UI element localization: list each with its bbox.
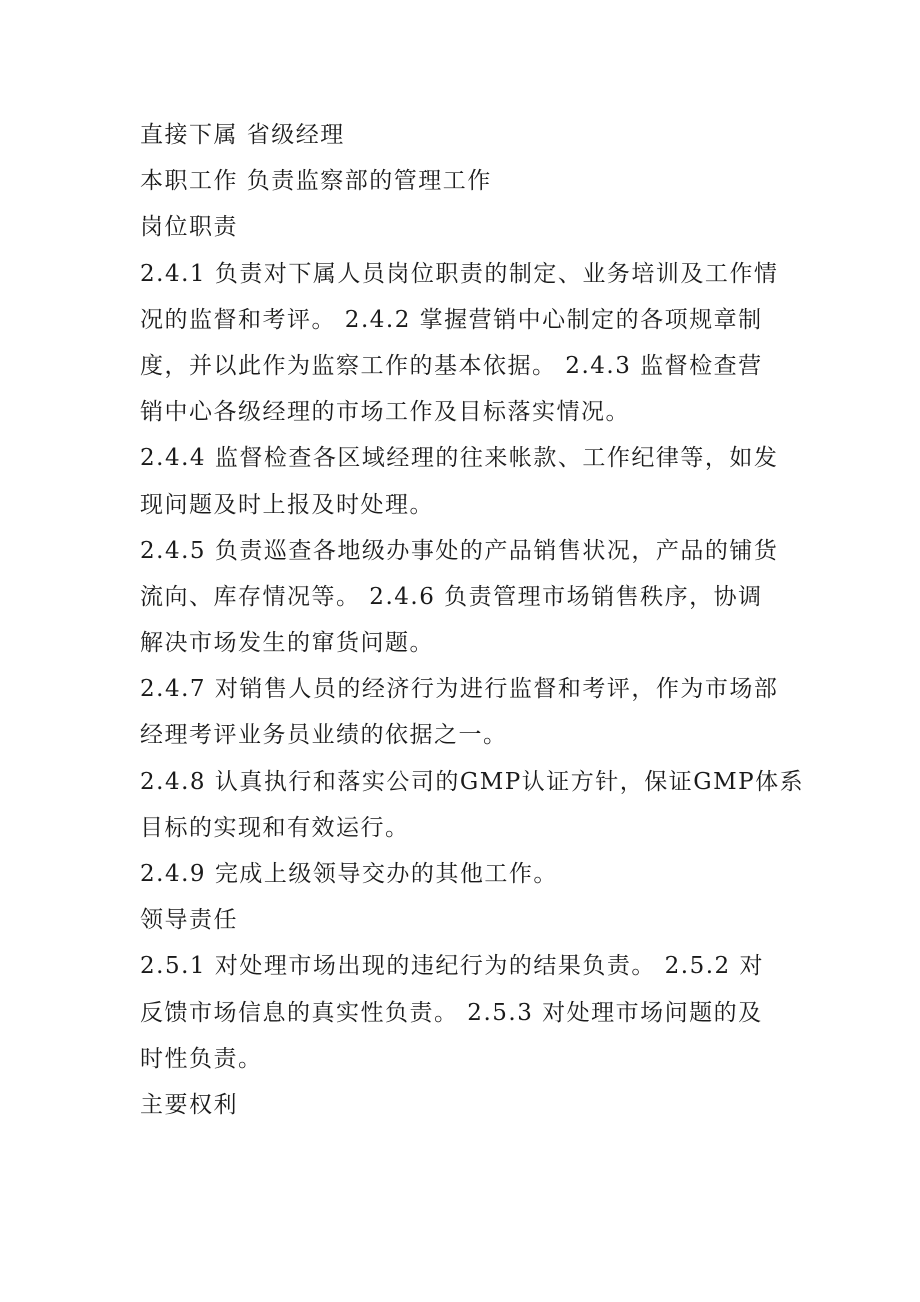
text-line: 2.4.7 对销售人员的经济行为进行监督和考评，作为市场部 (140, 676, 779, 703)
text-line: 解决市场发生的窜货问题。 (140, 630, 434, 657)
text-line: 反馈市场信息的真实性负责。 2.5.3 对处理市场问题的及 (140, 999, 763, 1026)
text-line: 目标的实现和有效运行。 (140, 814, 410, 841)
text-line: 2.4.1 负责对下属人员岗位职责的制定、业务培训及工作情 (140, 260, 779, 287)
section-heading: 领导责任 (140, 907, 238, 934)
text-line: 本职工作 负责监察部的管理工作 (140, 168, 492, 195)
text-line: 现问题及时上报及时处理。 (140, 491, 434, 518)
section-heading: 主要权利 (140, 1091, 238, 1118)
text-line: 2.4.9 完成上级领导交办的其他工作。 (140, 861, 558, 887)
text-line: 2.4.5 负责巡查各地级办事处的产品销售状况，产品的铺货 (140, 537, 779, 564)
text-line: 况的监督和考评。 2.4.2 掌握营销中心制定的各项规章制 (140, 306, 763, 333)
text-line: 流向、库存情况等。 2.4.6 负责管理市场销售秩序，协调 (140, 583, 763, 610)
text-line: 2.4.8 认真执行和落实公司的GMP认证方针，保证GMP体系 (140, 768, 805, 795)
text-line: 销中心各级经理的市场工作及目标落实情况。 (140, 399, 630, 426)
document-body (140, 112, 805, 1128)
text-line: 2.4.4 监督检查各区域经理的往来帐款、工作纪律等，如发 (140, 445, 779, 472)
section-heading: 岗位职责 (140, 214, 238, 241)
text-line: 时性负责。 (140, 1045, 263, 1072)
text-line: 直接下属 省级经理 (140, 122, 345, 148)
text-line: 2.5.1 对处理市场出现的违纪行为的结果负责。 2.5.2 对 (140, 953, 764, 980)
text-line: 度，并以此作为监察工作的基本依据。 2.4.3 监督检查营 (140, 352, 763, 379)
text-line: 经理考评业务员业绩的依据之一。 (140, 722, 508, 749)
